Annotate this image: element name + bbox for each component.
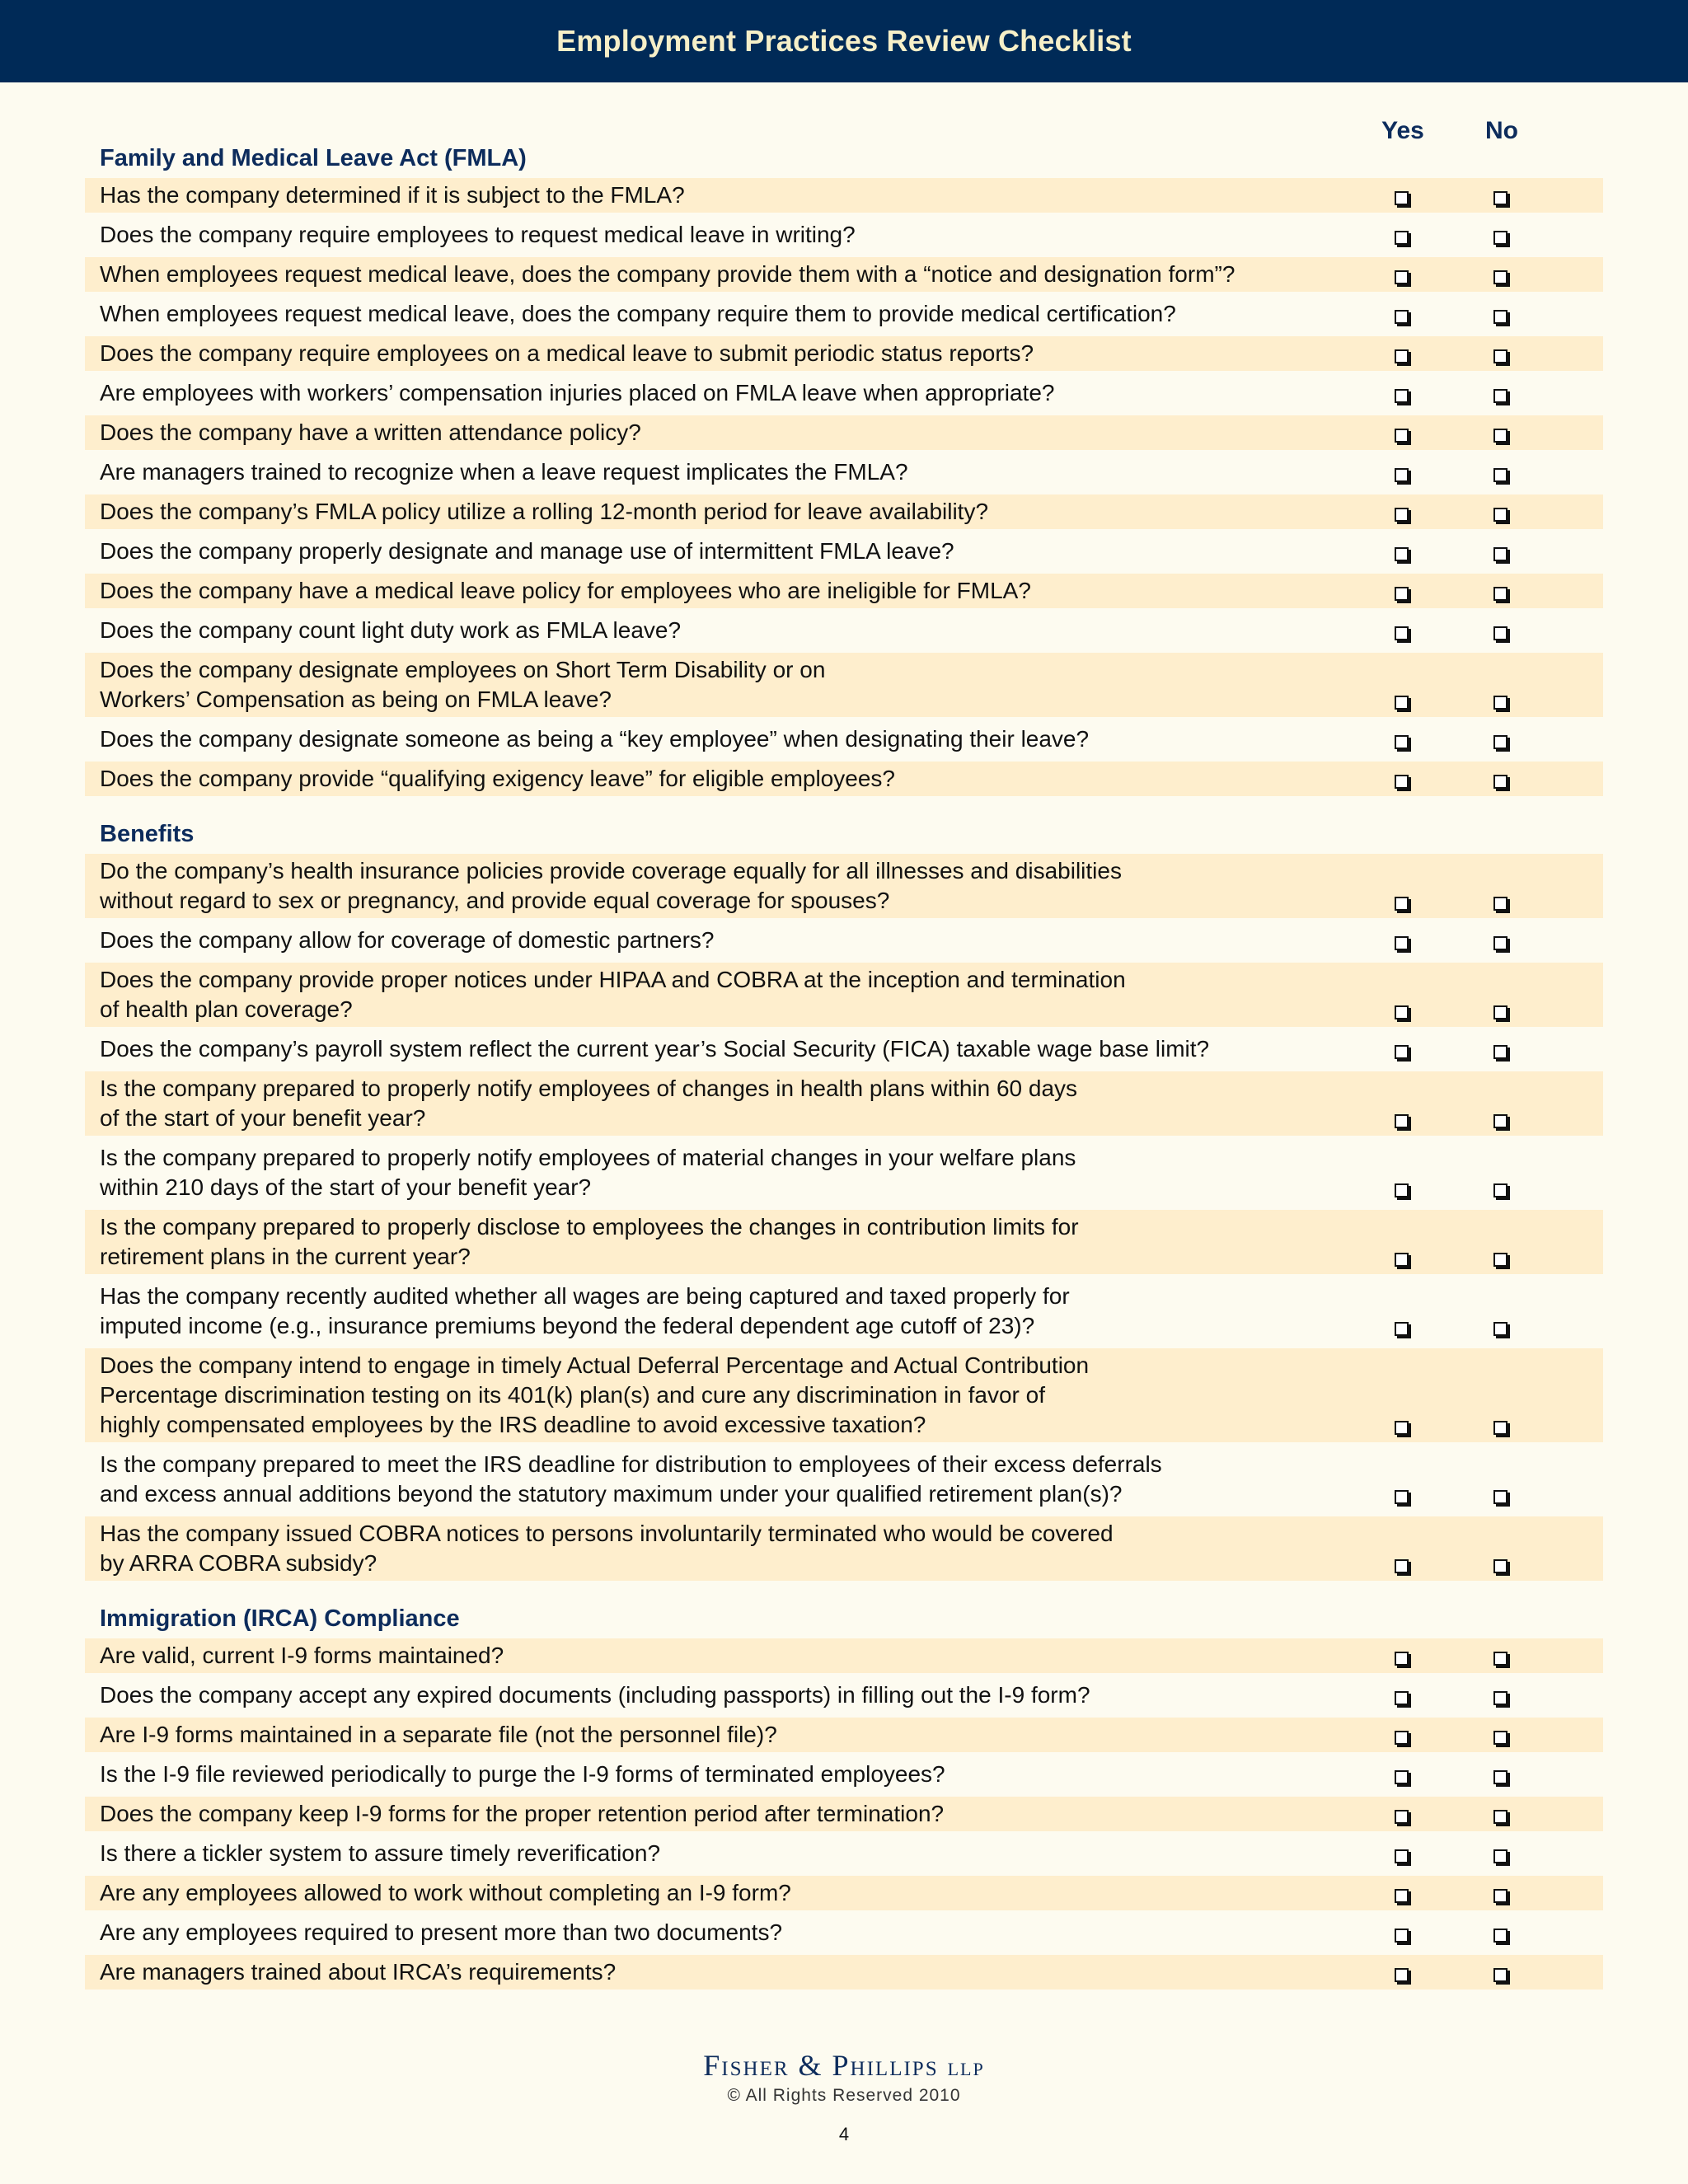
yes-checkbox[interactable] [1395, 1421, 1409, 1435]
yes-checkbox[interactable] [1395, 1810, 1409, 1824]
yes-checkbox[interactable] [1395, 1253, 1409, 1267]
checklist-item [85, 613, 1603, 653]
question-text: Does the company have a written attendance policy? [100, 419, 641, 445]
question-text: Does the company accept any expired documents (including passports) in filling out the I-9 form? [100, 1682, 1090, 1708]
firm-name: Fisher & Phillips [703, 2049, 939, 2082]
checklist-item [85, 376, 1603, 415]
yes-checkbox[interactable] [1395, 270, 1409, 284]
checklist-item [85, 854, 1603, 923]
checklist-item [85, 218, 1603, 257]
yes-checkbox[interactable] [1395, 231, 1409, 245]
no-checkbox[interactable] [1493, 547, 1507, 561]
checklist-item [85, 1279, 1603, 1348]
checklist-item [85, 1876, 1603, 1915]
yes-checkbox[interactable] [1395, 349, 1409, 363]
yes-checkbox[interactable] [1395, 1005, 1409, 1019]
question-text: Is the company prepared to properly notify employees of changes in health plans within 60 days of the start of your benefit year? [100, 1076, 1078, 1131]
checklist-item [85, 257, 1603, 297]
no-checkbox[interactable] [1493, 1253, 1507, 1267]
yes-checkbox[interactable] [1395, 1889, 1409, 1903]
question-text: Are employees with workers’ compensation injuries placed on FMLA leave when appropriate? [100, 380, 1055, 405]
no-checkbox[interactable] [1493, 1652, 1507, 1666]
checklist-item [85, 1071, 1603, 1141]
no-checkbox[interactable] [1493, 468, 1507, 482]
firm-suffix: LLP [947, 2059, 985, 2079]
no-column-header: No [1485, 117, 1518, 144]
checklist-item [85, 574, 1603, 613]
no-checkbox[interactable] [1493, 1114, 1507, 1128]
checklist-item [85, 178, 1603, 218]
question-text: Does the company’s payroll system reflect the current year’s Social Security (FICA) taxable wage base limit? [100, 1036, 1210, 1062]
yes-checkbox[interactable] [1395, 1559, 1409, 1573]
question-text: Are any employees required to present more than two documents? [100, 1919, 783, 1945]
yes-checkbox[interactable] [1395, 897, 1409, 911]
question-text: Does the company keep I-9 forms for the proper retention period after termination? [100, 1801, 945, 1826]
question-text: Is the company prepared to properly notify employees of material changes in your welfare plans within 210 days of the start of your benefit year? [100, 1145, 1076, 1200]
section-title: Benefits [100, 821, 195, 847]
yes-checkbox[interactable] [1395, 1929, 1409, 1943]
yes-checkbox[interactable] [1395, 735, 1409, 749]
yes-checkbox[interactable] [1395, 1849, 1409, 1863]
checklist-item [85, 762, 1603, 801]
question-text: Does the company have a medical leave policy for employees who are ineligible for FMLA? [100, 578, 1031, 603]
no-checkbox[interactable] [1493, 191, 1507, 205]
question-text: Does the company’s FMLA policy utilize a rolling 12-month period for leave availability? [100, 499, 989, 524]
yes-checkbox[interactable] [1395, 1183, 1409, 1197]
question-text: Does the company require employees on a medical leave to submit periodic status reports? [100, 340, 1034, 366]
question-text: Does the company require employees to request medical leave in writing? [100, 222, 856, 247]
page-title: Employment Practices Review Checklist [556, 24, 1132, 58]
question-text: Is the I-9 file reviewed periodically to purge the I-9 forms of terminated employees? [100, 1761, 945, 1787]
no-checkbox[interactable] [1493, 429, 1507, 443]
no-checkbox[interactable] [1493, 1968, 1507, 1982]
yes-checkbox[interactable] [1395, 1691, 1409, 1705]
footer [0, 2048, 1688, 2145]
no-checkbox[interactable] [1493, 1183, 1507, 1197]
no-checkbox[interactable] [1493, 936, 1507, 950]
question-text: Does the company allow for coverage of domestic partners? [100, 927, 715, 953]
yes-checkbox[interactable] [1395, 1968, 1409, 1982]
yes-checkbox[interactable] [1395, 1490, 1409, 1504]
question-text: Does the company properly designate and manage use of intermittent FMLA leave? [100, 538, 954, 564]
checklist-item [85, 1348, 1603, 1447]
checklist-item [85, 1638, 1603, 1678]
checklist-item [85, 1447, 1603, 1516]
yes-checkbox[interactable] [1395, 587, 1409, 601]
question-text: Has the company recently audited whether all wages are being captured and taxed properly for imputed income (e.g., insurance premiums beyond the federal dependent age cutoff of 23)? [100, 1283, 1070, 1338]
checklist-item [85, 1141, 1603, 1210]
question-text: Are any employees allowed to work without completing an I-9 form? [100, 1880, 791, 1905]
checklist-item [85, 336, 1603, 376]
checklist-item [85, 534, 1603, 574]
checklist-item [85, 1718, 1603, 1757]
question-text: Is there a tickler system to assure timely reverification? [100, 1840, 661, 1866]
no-checkbox[interactable] [1493, 389, 1507, 403]
yes-checkbox[interactable] [1395, 775, 1409, 789]
checklist-item [85, 1516, 1603, 1586]
yes-checkbox[interactable] [1395, 1731, 1409, 1745]
question-text: Does the company intend to engage in timely Actual Deferral Percentage and Actual Contribution Percentage discrimination testing on its 401(k) plan(s) and cure any discrimination in favor of highly compensated employees by the IRS deadline to avoid excessive taxation? [100, 1352, 1090, 1437]
no-checkbox[interactable] [1493, 1045, 1507, 1059]
no-checkbox[interactable] [1493, 270, 1507, 284]
checklist-item [85, 923, 1603, 963]
checklist-section [85, 138, 1603, 801]
question-text: Are managers trained to recognize when a leave request implicates the FMLA? [100, 459, 908, 485]
no-checkbox[interactable] [1493, 1889, 1507, 1903]
no-checkbox[interactable] [1493, 231, 1507, 245]
no-checkbox[interactable] [1493, 696, 1507, 710]
yes-column-header: Yes [1381, 117, 1424, 144]
checklist-item [85, 415, 1603, 455]
checklist-item [85, 722, 1603, 762]
yes-checkbox[interactable] [1395, 547, 1409, 561]
checklist-item [85, 1678, 1603, 1718]
no-checkbox[interactable] [1493, 626, 1507, 640]
header-bar [0, 0, 1688, 82]
no-checkbox[interactable] [1493, 310, 1507, 324]
no-checkbox[interactable] [1493, 1770, 1507, 1784]
yes-checkbox[interactable] [1395, 1114, 1409, 1128]
checklist-item [85, 455, 1603, 494]
no-checkbox[interactable] [1493, 1691, 1507, 1705]
question-text: Are managers trained about IRCA’s requirements? [100, 1959, 617, 1985]
no-checkbox[interactable] [1493, 1929, 1507, 1943]
question-text: Does the company designate employees on Short Term Disability or on Workers’ Compensation as being on FMLA leave? [100, 657, 826, 712]
question-text: Has the company issued COBRA notices to persons involuntarily terminated who would be covered by ARRA COBRA subsidy? [100, 1521, 1114, 1576]
question-text: Is the company prepared to meet the IRS deadline for distribution to employees of their excess deferrals and excess annual additions beyond the statutory maximum under your qualified retirement plan(s)? [100, 1451, 1162, 1507]
yes-checkbox[interactable] [1395, 468, 1409, 482]
yes-checkbox[interactable] [1395, 1045, 1409, 1059]
checklist-section [85, 1599, 1603, 1994]
no-checkbox[interactable] [1493, 1005, 1507, 1019]
question-text: Are valid, current I-9 forms maintained? [100, 1643, 504, 1668]
checklist-item [85, 1797, 1603, 1836]
no-checkbox[interactable] [1493, 508, 1507, 522]
yes-checkbox[interactable] [1395, 696, 1409, 710]
checklist-item [85, 1915, 1603, 1955]
question-text: Does the company count light duty work as FMLA leave? [100, 617, 682, 643]
question-text: Does the company provide “qualifying exigency leave” for eligible employees? [100, 766, 895, 791]
no-checkbox[interactable] [1493, 1810, 1507, 1824]
yes-checkbox[interactable] [1395, 310, 1409, 324]
no-checkbox[interactable] [1493, 1559, 1507, 1573]
no-checkbox[interactable] [1493, 1490, 1507, 1504]
question-text: Do the company’s health insurance policies provide coverage equally for all illnesses and disabilities without regard to sex or pregnancy, and provide equal coverage for spouses? [100, 858, 1122, 913]
page-number: 4 [838, 2124, 850, 2144]
copyright: © All Rights Reserved 2010 [727, 2086, 961, 2105]
firm-logo [0, 2048, 1688, 2083]
checklist-item [85, 963, 1603, 1032]
no-checkbox[interactable] [1493, 349, 1507, 363]
no-checkbox[interactable] [1493, 775, 1507, 789]
checklist-item [85, 297, 1603, 336]
no-checkbox[interactable] [1493, 1849, 1507, 1863]
no-checkbox[interactable] [1493, 587, 1507, 601]
yes-checkbox[interactable] [1395, 429, 1409, 443]
yes-checkbox[interactable] [1395, 508, 1409, 522]
checklist-item [85, 1032, 1603, 1071]
checklist-item [85, 1210, 1603, 1279]
question-text: Are I-9 forms maintained in a separate file (not the personnel file)? [100, 1722, 777, 1747]
checklist-item [85, 653, 1603, 722]
yes-checkbox[interactable] [1395, 626, 1409, 640]
no-checkbox[interactable] [1493, 1731, 1507, 1745]
question-text: When employees request medical leave, does the company require them to provide medical certification? [100, 301, 1176, 326]
checklist-item [85, 494, 1603, 534]
no-checkbox[interactable] [1493, 735, 1507, 749]
question-text: Has the company determined if it is subject to the FMLA? [100, 182, 685, 208]
section-title: Family and Medical Leave Act (FMLA) [100, 145, 527, 171]
question-text: Does the company provide proper notices under HIPAA and COBRA at the inception and termination of health plan coverage? [100, 967, 1126, 1022]
yes-checkbox[interactable] [1395, 1770, 1409, 1784]
yes-checkbox[interactable] [1395, 1322, 1409, 1336]
no-checkbox[interactable] [1493, 897, 1507, 911]
checklist-item [85, 1955, 1603, 1994]
checklist-section [85, 814, 1603, 1586]
question-text: Does the company designate someone as being a “key employee” when designating their leave? [100, 726, 1090, 752]
section-title: Immigration (IRCA) Compliance [100, 1605, 460, 1632]
checklist-item [85, 1757, 1603, 1797]
yes-checkbox[interactable] [1395, 389, 1409, 403]
yes-checkbox[interactable] [1395, 1652, 1409, 1666]
yes-checkbox[interactable] [1395, 191, 1409, 205]
no-checkbox[interactable] [1493, 1421, 1507, 1435]
no-checkbox[interactable] [1493, 1322, 1507, 1336]
question-text: When employees request medical leave, does the company provide them with a “notice and designation form”? [100, 261, 1236, 287]
checklist-item [85, 1836, 1603, 1876]
question-text: Is the company prepared to properly disclose to employees the changes in contribution limits for retirement plans in the current year? [100, 1214, 1079, 1269]
yes-checkbox[interactable] [1395, 936, 1409, 950]
